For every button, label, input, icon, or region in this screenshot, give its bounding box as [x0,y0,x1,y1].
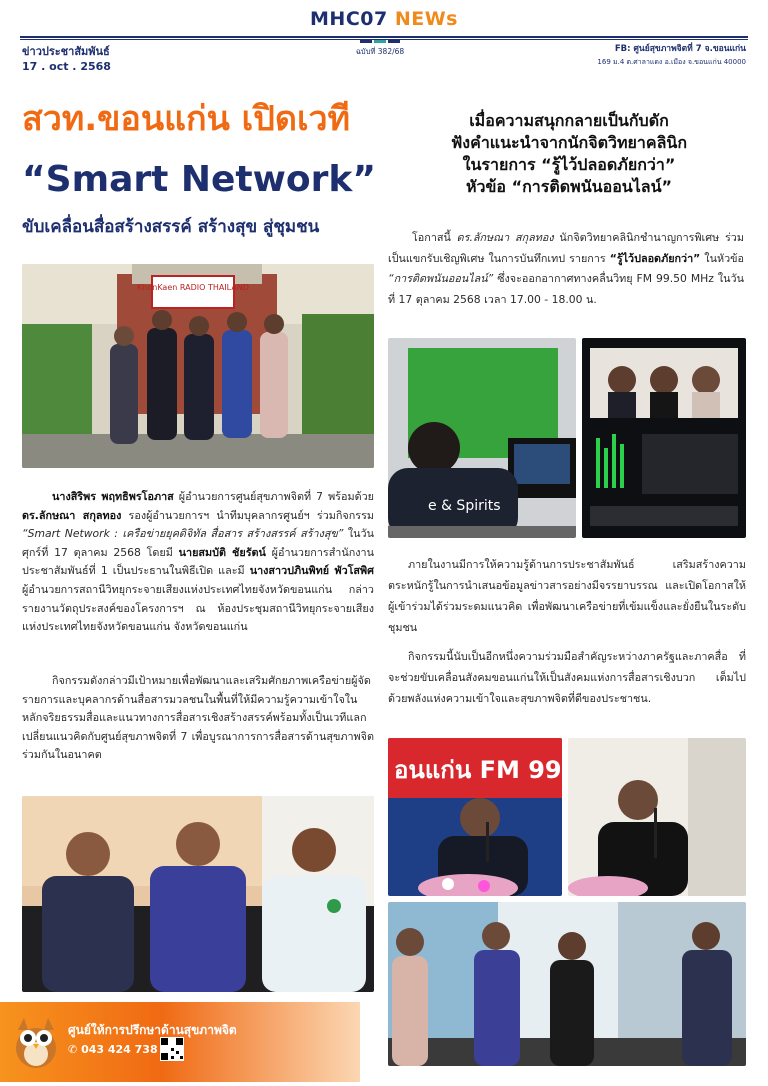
right-headline-line-1: เมื่อความสนุกกลายเป็นกับดัก [469,111,669,130]
phone-icon: ✆ [68,1043,78,1056]
intro-text-4: ซึ่งจะออกอากาศทางคลื่นวิทยุ FM 99.50 MHz ในวันที่ 17 ตุลาคม 2568 เวลา 17.00 - 18.00 น. [388,272,744,306]
facebook-link[interactable]: FB: ศูนย์สุขภาพจิตที่ 7 จ.ขอนแก่น [614,44,746,54]
section-label: ข่าวประชาสัมพันธ์ [22,45,110,58]
right-headline-line-4: หัวข้อ “การติดพนันออนไลน์” [465,177,673,196]
para1-text-3: ในวันศุกร์ที่ 17 ตุลาคม 2568 โดยมี [22,527,374,559]
right-paragraph-3: กิจกรรมนี้นับเป็นอีกหนึ่งความร่วมมือสำคัญระหว่างภาครัฐและภาคสื่อ ที่จะช่วยขับเคลื่อนสังคมขอนแก่นให้เป็นสังคมแห่งการสื่อสารเชิงบวก เต็มไปด้วยพลังแห่งความเข้าใจและสุขภาพจิตที่ดีของประชาชน. [388,650,746,705]
editing-screen-photo [582,338,746,538]
studio-operator-photo [388,338,576,538]
section-date-block [22,44,111,74]
right-headline [393,110,745,198]
shirt-print-text: e & Spirits [428,498,501,514]
right-headline-line-3: ในรายการ “รู้ไว้ปลอดภัยกว่า” [462,155,676,174]
footer-title: ศูนย์ให้การปรึกษาด้านสุขภาพจิต [68,1023,237,1037]
contact-block [597,43,746,69]
address-text: 169 ม.4 ต.ศาลาแดง อ.เมือง จ.ขอนแก่น 40000 [597,58,746,66]
masthead [0,8,768,30]
left-headline-3: ขับเคลื่อนสื่อสร้างสรรค์ สร้างสุข สู่ชุมชน [22,217,320,237]
person-name-3: นายสมบัติ ชัยรัตน์ [178,545,266,559]
topic-name: “การติดพนันออนไลน์” [388,272,494,285]
issue-number: ฉบับที่ 382/68 [355,47,405,56]
station-sign-text: KhonKaen RADIO THAILAND [137,283,249,292]
phone-number: 043 424 738 [81,1043,158,1056]
left-headline-2: “Smart Network” [22,159,376,200]
left-headline-1: สวท.ขอนแก่น เปิดเวที [22,99,351,139]
person-name-1: นางสิริพร พฤทธิพรโอภาส [52,490,174,503]
left-paragraph-2: กิจกรรมดังกล่าวมีเป้าหมายเพื่อพัฒนาและเสริมศักยภาพเครือข่ายผู้จัดรายการและบุคลากรด้านสื่อสารมวลชนในพื้นที่ให้มีความรู้ความเข้าใจในหลักจริยธรรมสื่อและแนวทางการสื่อสารเชิงสร้างสรรค์พร้อมทั้งเป็นเวทีแลกเปลี่ยนแนวคิดกับศูนย์สุขภาพจิตที่ 7 เพื่อบูรณาการการสื่อสารด้านสุขภาพจิตร่วมกันในอนาคต [22,674,374,762]
masthead-part1: MHC07 [310,8,395,30]
para1-text-5: ผู้อำนวยการสถานีวิทยุกระจายเสียงแห่งประเทศไทยจังหวัดขอนแก่น กล่าวรายงานวัตถุประสงค์ของโครงการฯ ณ ห้องประชุมสถานีวิทยุกระจายเสียงแห่งประเทศไทยจังหวัดขอนแก่น จังหวัดขอนแก่น [22,582,374,634]
para1-text-1: ผู้อำนวยการศูนย์สุขภาพจิตที่ 7 พร้อมด้วย [173,490,374,503]
color-bars-icon [330,40,430,43]
right-paragraph-2: ภายในงานมีการให้ความรู้ด้านการประชาสัมพันธ์ เสริมสร้างความตระหนักรู้ในการนำเสนอข้อมูลข่าวสารอย่างมีจรรยาบรรณ และเปิดโอกาสให้ผู้เข้าร่วมได้ร่วมระดมแนวคิด เพื่อพัฒนาเครือข่ายที่เข้มแข็งและยั่งยืนในระดับชุมชน [388,558,746,634]
left-paragraph-1 [22,488,374,637]
issue-block [330,40,430,58]
para1-text-4: ผู้อำนวยการสำนักงานประชาสัมพันธ์ที่ 1 เป็นประธานในพิธีเปิด และมี [22,545,374,578]
event-title: “Smart Network : เครือข่ายยุคดิจิทัล สื่อสาร สร้างสรรค์ สร้างสุข” [22,527,344,541]
intro-text-1: โอกาสนี้ [412,231,457,244]
right-intro-paragraph [388,228,744,310]
owl-mascot-icon [12,1014,60,1070]
intro-text-3: ในหัวข้อ [700,251,745,265]
speaker-man-photo [388,738,562,896]
three-women-photo [22,796,374,992]
visitors-group-photo [388,902,746,1066]
issue-date: 17 . oct . 2568 [22,60,111,73]
person-name-4: นางสาวปภินพิทย์ พัวโสพิศ [249,564,374,578]
para1-text-2: รองผู้อำนวยการฯ นำทีมบุคลากรศูนย์ฯ ร่วมกิจกรรม [121,508,374,522]
speaker-woman-photo [568,738,746,896]
right-headline-line-2: ฟังคำแนะนำจากนักจิตวิทยาคลินิก [450,133,688,152]
masthead-rule [20,36,748,38]
person-name-2: ดร.ลักษณา สกุลทอง [22,508,122,522]
masthead-part2: NEWs [394,8,458,30]
intro-text-2: นักจิตวิทยาคลินิกชำนาญการพิเศษ ร่วมเป็นแขกรับเชิญพิเศษ ในการบันทึกเทป รายการ [388,231,744,265]
group-photo-station [22,264,374,468]
guest-name: ดร.ลักษณา สกุลทอง [456,231,554,244]
radio-banner-text: อนแก่น FM 99 [394,756,562,784]
footer-phone[interactable] [68,1043,158,1056]
program-name: “รู้ไว้ปลอดภัยกว่า” [609,251,701,265]
qr-code-icon[interactable] [160,1037,184,1061]
